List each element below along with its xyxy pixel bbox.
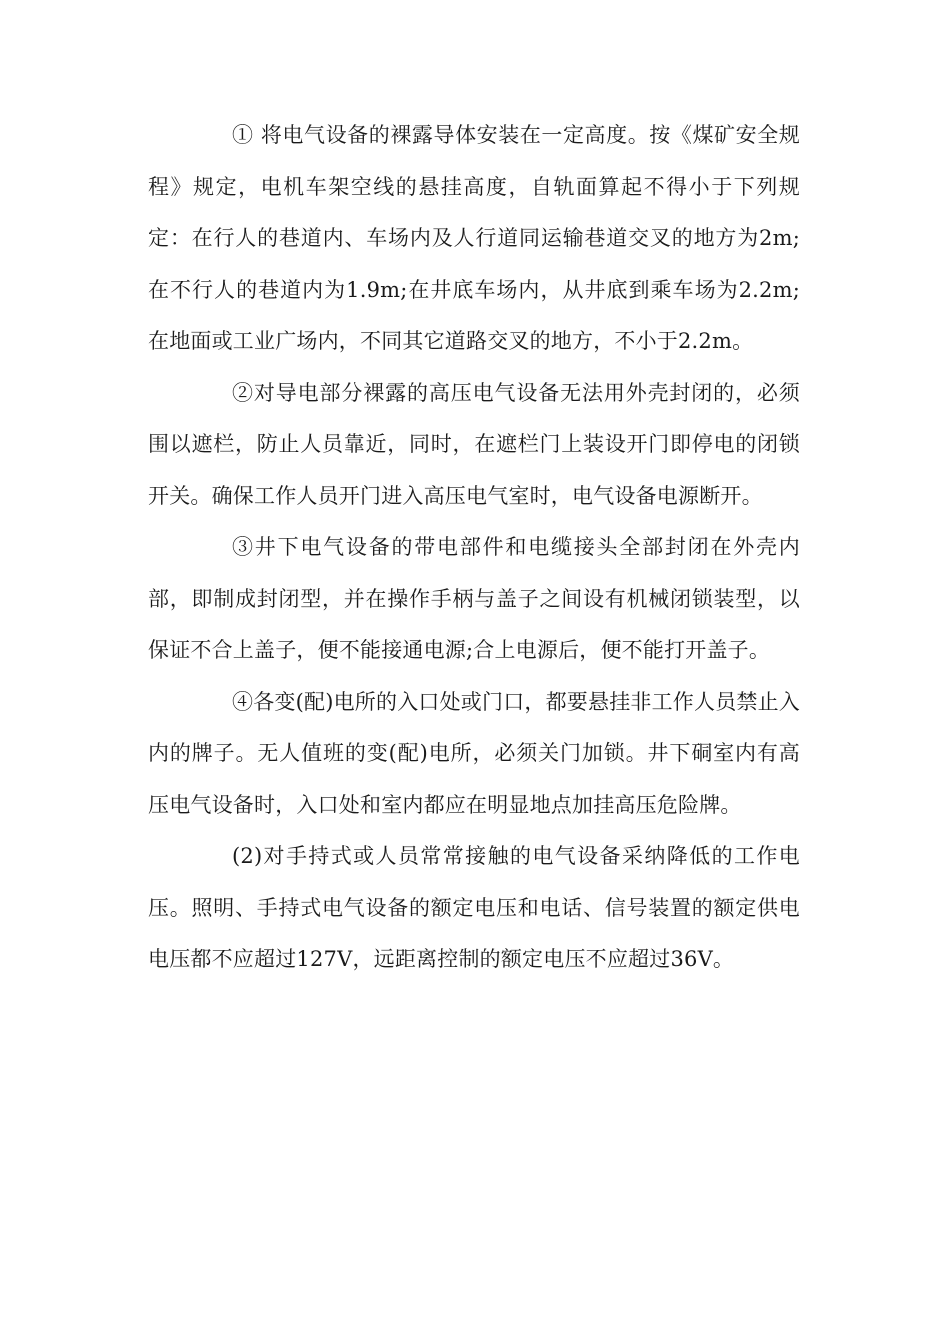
document-body [148, 110, 800, 986]
paragraph-4: ④各变(配)电所的入口处或门口，都要悬挂非工作人员禁止入内的牌子。无人值班的变(配)电所，必须关门加锁。井下硐室内有高压电气设备时，入口处和室内都应在明显地点加挂高压危险牌。 [148, 689, 800, 817]
paragraph-1: ① 将电气设备的裸露导体安装在一定高度。按《煤矿安全规程》规定，电机车架空线的悬挂高度，自轨面算起不得小于下列规定：在行人的巷道内、车场内及人行道同运输巷道交叉的地方为2m;在不行人的巷道内为1.9m;在井底车场内，从井底到乘车场为2.2m;在地面或工业广场内，不同其它道路交叉的地方，不小于2.2m。 [148, 123, 800, 353]
paragraph-3: ③井下电气设备的带电部件和电缆接头全部封闭在外壳内部，即制成封闭型，并在操作手柄与盖子之间设有机械闭锁装型，以保证不合上盖子，便不能接通电源;合上电源后，便不能打开盖子。 [148, 535, 800, 662]
paragraph-2: ②对导电部分裸露的高压电气设备无法用外壳封闭的，必须围以遮栏，防止人员靠近，同时，在遮栏门上装设开门即停电的闭锁开关。确保工作人员开门进入高压电气室时，电气设备电源断开。 [148, 380, 800, 508]
paragraph-5: (2)对手持式或人员常常接触的电气设备采纳降低的工作电压。照明、手持式电气设备的额定电压和电话、信号装置的额定供电电压都不应超过127V，远距离控制的额定电压不应超过36V。 [148, 844, 800, 971]
